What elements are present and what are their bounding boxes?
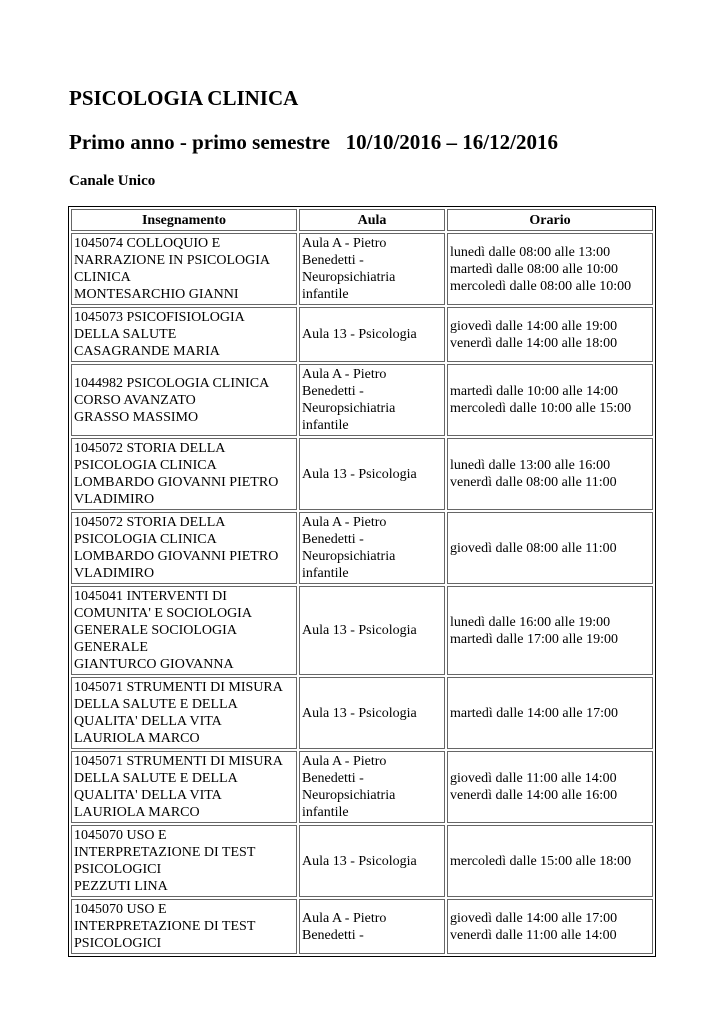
course-cell-line: QUALITA' DELLA VITA [74, 788, 222, 803]
schedule-cell [447, 438, 653, 510]
room-cell [299, 586, 445, 675]
room-cell [299, 751, 445, 823]
room-cell-line: Aula 13 - Psicologia [302, 853, 417, 869]
schedule-cell [447, 677, 653, 749]
course-cell-line: LOMBARDO GIOVANNI PIETRO [74, 475, 279, 490]
course-cell-line: DELLA SALUTE E DELLA [74, 771, 238, 786]
course-cell-line: NARRAZIONE IN PSICOLOGIA [74, 253, 270, 268]
schedule-cell-line: mercoledì dalle 10:00 alle 15:00 [450, 401, 632, 416]
course-cell-line: GENERALE [74, 640, 148, 655]
schedule-cell-line: giovedì dalle 14:00 alle 17:00 [450, 910, 618, 926]
course-cell-line: PSICOLOGICI [74, 936, 162, 951]
schedule-cell [447, 751, 653, 823]
schedule-table [68, 206, 656, 957]
course-cell-line: INTERPRETAZIONE DI TEST [74, 845, 256, 860]
course-cell-line: PSICOLOGIA CLINICA [74, 532, 217, 547]
room-cell-line: Neuropsichiatria [302, 549, 396, 564]
course-cell-line: 1045073 PSICOFISIOLOGIA [74, 310, 245, 325]
course-cell-line: PEZZUTI LINA [74, 879, 168, 894]
header-insegnamento: Insegnamento [71, 209, 297, 231]
room-cell-line: Neuropsichiatria [302, 270, 396, 285]
course-cell-line: GENERALE SOCIOLOGIA [74, 623, 237, 638]
schedule-cell-line: martedì dalle 10:00 alle 14:00 [450, 384, 618, 399]
room-cell [299, 677, 445, 749]
table-row [71, 586, 653, 675]
table-row [71, 899, 653, 954]
room-cell [299, 899, 445, 954]
course-cell [71, 307, 297, 362]
room-cell-line: Benedetti - [302, 771, 364, 786]
course-cell-line: VLADIMIRO [74, 566, 155, 581]
room-cell-line: Aula 13 - Psicologia [302, 466, 417, 482]
course-cell-line: CASAGRANDE MARIA [74, 344, 220, 359]
schedule-cell-line: venerdì dalle 11:00 alle 14:00 [450, 927, 617, 943]
schedule-cell [447, 512, 653, 584]
course-cell [71, 512, 297, 584]
course-cell-line: 1045071 STRUMENTI DI MISURA [74, 754, 283, 769]
schedule-cell-line: giovedì dalle 11:00 alle 14:00 [450, 771, 617, 786]
schedule-cell-line: martedì dalle 17:00 alle 19:00 [450, 631, 618, 647]
room-cell-line: Aula A - Pietro [302, 367, 387, 382]
course-cell-line: DELLA SALUTE E DELLA [74, 697, 238, 712]
room-cell-line: Aula A - Pietro [302, 515, 387, 530]
room-cell-line: infantile [302, 566, 349, 581]
course-cell-line: CLINICA [74, 270, 131, 285]
room-cell-line: Neuropsichiatria [302, 401, 396, 416]
room-cell-line: infantile [302, 418, 349, 433]
room-cell-line: Aula 13 - Psicologia [302, 623, 417, 638]
room-cell-line: Neuropsichiatria [302, 788, 396, 803]
room-cell-line: Aula 13 - Psicologia [302, 705, 417, 721]
room-cell-line: Aula A - Pietro [302, 754, 387, 769]
course-cell-line: GRASSO MASSIMO [74, 409, 199, 425]
course-cell-line: 1045072 STORIA DELLA [74, 515, 226, 530]
schedule-cell [447, 233, 653, 305]
course-cell-line: LAURIOLA MARCO [74, 805, 200, 820]
course-cell-line: PSICOLOGIA CLINICA [74, 458, 217, 473]
course-cell [71, 364, 297, 436]
room-cell [299, 512, 445, 584]
room-cell-line: Benedetti - [302, 532, 364, 547]
course-cell-line: 1045070 USO E [74, 902, 167, 917]
header-aula: Aula [299, 209, 445, 231]
room-cell-line: Benedetti - [302, 927, 364, 943]
course-cell-line: INTERPRETAZIONE DI TEST [74, 919, 256, 934]
schedule-cell-line: venerdì dalle 14:00 alle 18:00 [450, 335, 618, 351]
course-cell [71, 586, 297, 675]
schedule-cell-line: mercoledì dalle 08:00 alle 10:00 [450, 278, 632, 294]
schedule-cell-line: martedì dalle 08:00 alle 10:00 [450, 261, 618, 277]
room-cell-line: Benedetti - [302, 384, 364, 399]
course-cell-line: CORSO AVANZATO [74, 392, 196, 408]
course-cell-line: 1045074 COLLOQUIO E [74, 236, 221, 251]
room-cell-line: Aula 13 - Psicologia [302, 327, 417, 342]
course-cell-line: 1045071 STRUMENTI DI MISURA [74, 680, 283, 695]
schedule-cell [447, 307, 653, 362]
course-cell-line: QUALITA' DELLA VITA [74, 714, 222, 729]
table-row [71, 751, 653, 823]
schedule-cell-line: mercoledì dalle 15:00 alle 18:00 [450, 853, 632, 869]
course-cell-line: 1045072 STORIA DELLA [74, 441, 226, 456]
semester-subtitle: Primo anno - primo semestre 10/10/2016 – 16/12/2016 [69, 130, 558, 154]
course-cell [71, 751, 297, 823]
course-cell-line: VLADIMIRO [74, 492, 155, 507]
course-cell-line: DELLA SALUTE [74, 327, 177, 342]
room-cell [299, 438, 445, 510]
room-cell-line: infantile [302, 805, 349, 820]
table-header-row [71, 209, 653, 231]
schedule-cell [447, 825, 653, 897]
table-row [71, 825, 653, 897]
schedule-cell-line: lunedì dalle 08:00 alle 13:00 [450, 244, 611, 260]
room-cell [299, 233, 445, 305]
table-row [71, 512, 653, 584]
schedule-cell [447, 364, 653, 436]
table-row [71, 677, 653, 749]
schedule-cell-line: venerdì dalle 14:00 alle 16:00 [450, 788, 618, 803]
room-cell [299, 825, 445, 897]
table-row [71, 364, 653, 436]
course-cell [71, 677, 297, 749]
header-orario: Orario [447, 209, 653, 231]
course-cell-line: GIANTURCO GIOVANNA [74, 657, 234, 672]
schedule-cell-line: lunedì dalle 13:00 alle 16:00 [450, 458, 611, 473]
course-cell-line: MONTESARCHIO GIANNI [74, 287, 239, 302]
table-row [71, 307, 653, 362]
schedule-cell [447, 586, 653, 675]
room-cell [299, 307, 445, 362]
course-cell-line: LAURIOLA MARCO [74, 731, 200, 746]
schedule-cell [447, 899, 653, 954]
schedule-cell-line: martedì dalle 14:00 alle 17:00 [450, 705, 618, 721]
course-cell [71, 825, 297, 897]
course-cell-line: PSICOLOGICI [74, 862, 162, 877]
room-cell-line: infantile [302, 287, 349, 302]
course-cell-line: 1045041 INTERVENTI DI [74, 589, 227, 604]
schedule-cell-line: giovedì dalle 08:00 alle 11:00 [450, 540, 617, 556]
course-cell [71, 899, 297, 954]
table-row [71, 438, 653, 510]
room-cell [299, 364, 445, 436]
table-row [71, 233, 653, 305]
channel-heading: Canale Unico [69, 173, 156, 189]
schedule-cell-line: venerdì dalle 08:00 alle 11:00 [450, 475, 617, 490]
room-cell-line: Aula A - Pietro [302, 910, 387, 926]
page-title: PSICOLOGIA CLINICA [69, 86, 299, 110]
schedule-cell-line: giovedì dalle 14:00 alle 19:00 [450, 318, 618, 334]
course-cell-line: LOMBARDO GIOVANNI PIETRO [74, 549, 279, 564]
room-cell-line: Benedetti - [302, 253, 364, 268]
course-cell-line: 1045070 USO E [74, 828, 167, 843]
course-cell [71, 438, 297, 510]
course-cell-line: COMUNITA' E SOCIOLOGIA [74, 606, 252, 621]
schedule-cell-line: lunedì dalle 16:00 alle 19:00 [450, 614, 611, 630]
room-cell-line: Aula A - Pietro [302, 236, 387, 251]
course-cell [71, 233, 297, 305]
course-cell-line: 1044982 PSICOLOGIA CLINICA [74, 375, 270, 391]
